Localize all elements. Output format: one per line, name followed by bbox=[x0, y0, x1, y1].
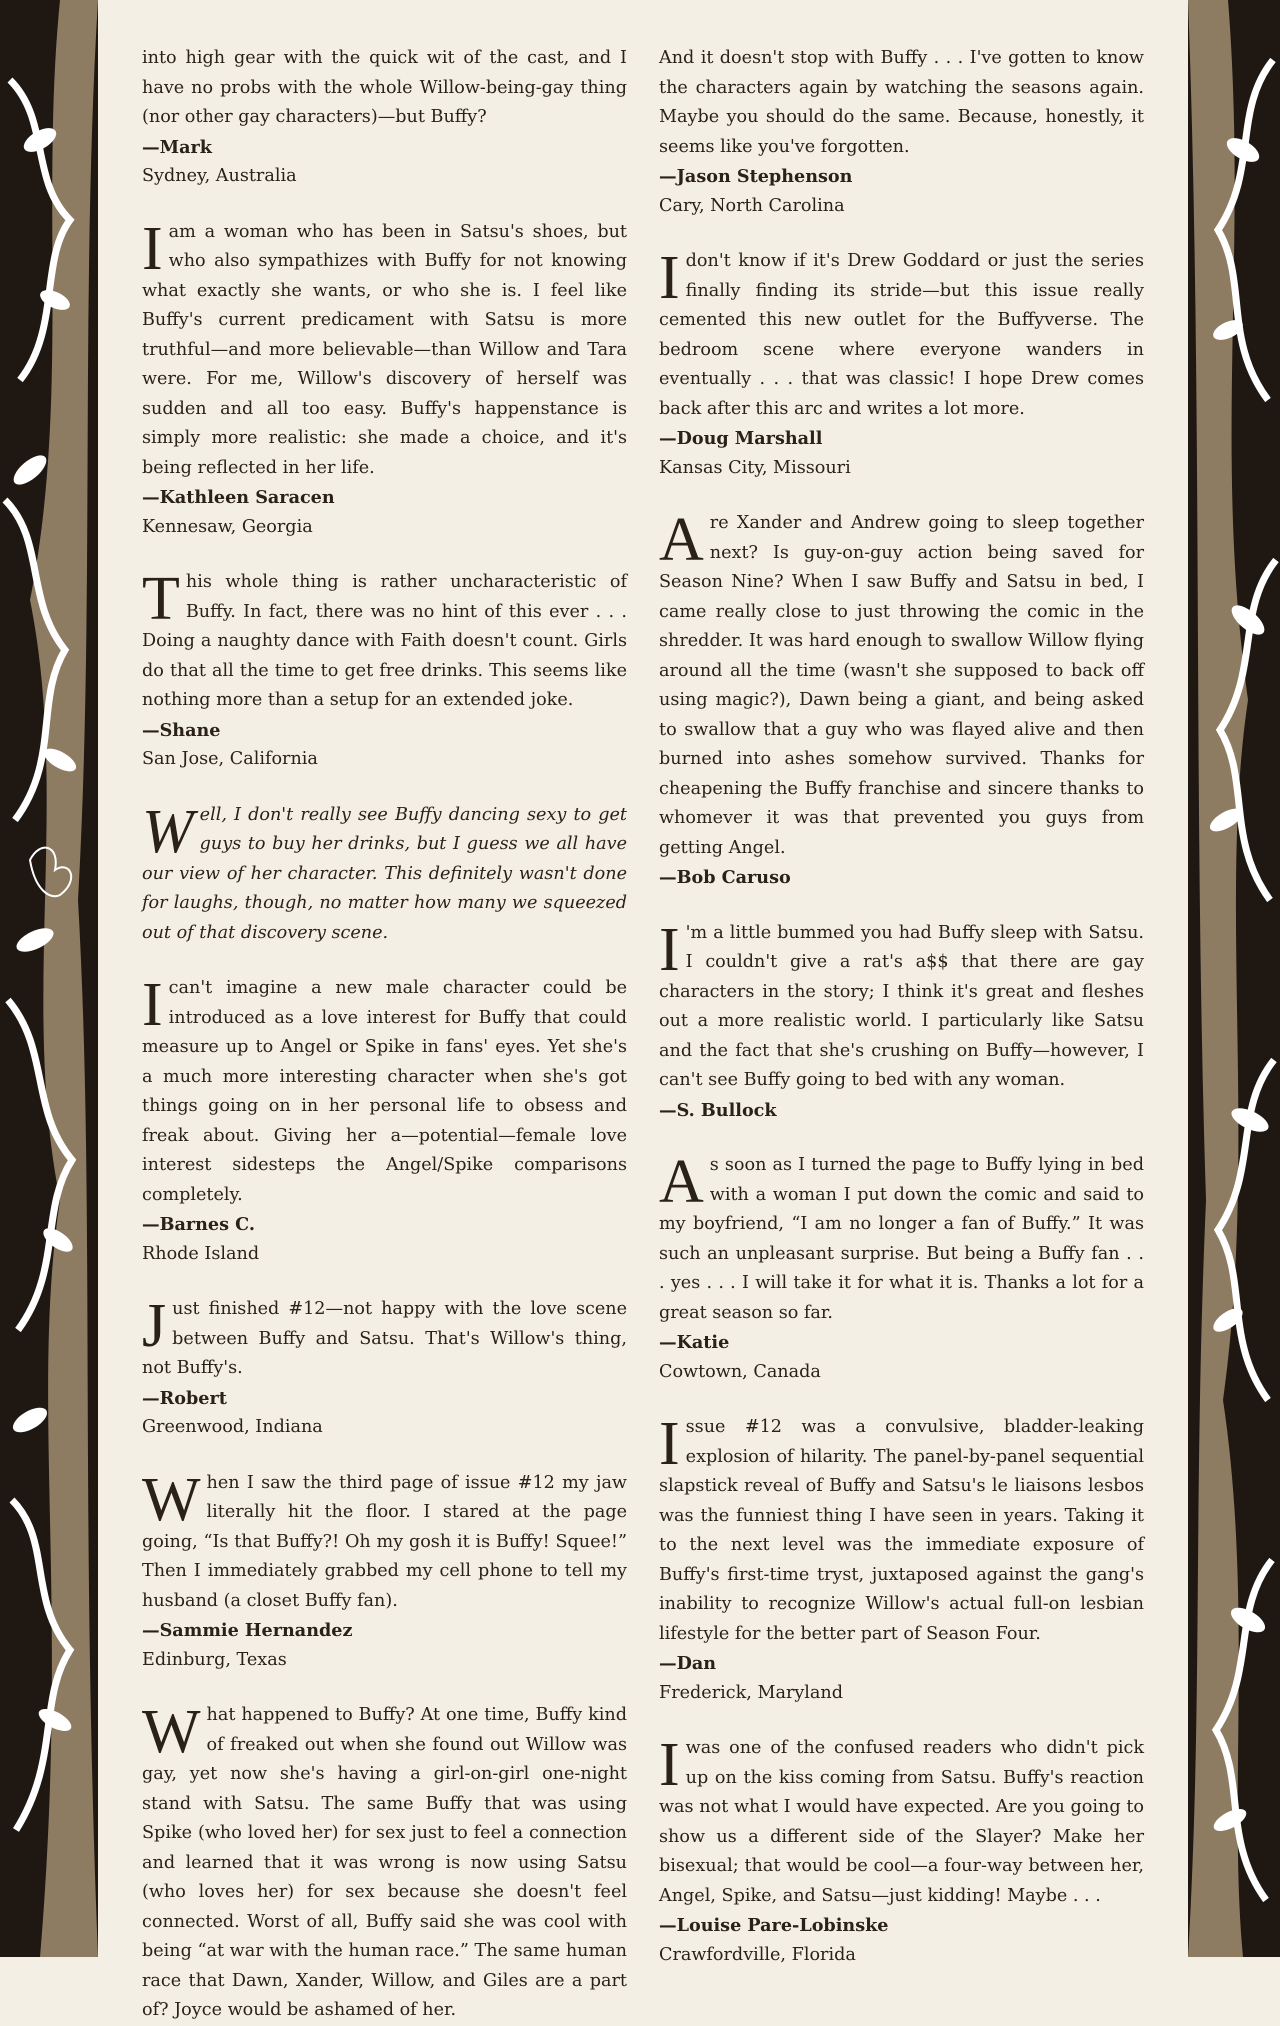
letter bbox=[142, 1465, 627, 1676]
drop-cap: W bbox=[142, 1698, 201, 1766]
letter bbox=[142, 797, 627, 949]
letter-body bbox=[659, 506, 1144, 863]
signature-name: —Katie bbox=[659, 1332, 730, 1353]
signature-location: Cowtown, Canada bbox=[659, 1361, 821, 1382]
letter bbox=[142, 1292, 627, 1443]
signature-name: —Dan bbox=[659, 1653, 717, 1674]
drop-cap: A bbox=[659, 1148, 704, 1216]
letter-body bbox=[659, 915, 1144, 1096]
letter-text: don't know if it's Drew Goddard or just the series finally finding its stride—but this issue really cemented this new outlet for the Buffyverse. The bedroom scene where everyone wanders in eventually . . . that was classic! I hope Drew comes back after this arc and writes a lot more. bbox=[659, 251, 1144, 419]
letter bbox=[659, 1148, 1144, 1387]
letters-page bbox=[142, 44, 1144, 2020]
letter-body bbox=[142, 565, 627, 716]
letter-body bbox=[142, 214, 627, 484]
letter-body bbox=[142, 44, 627, 133]
letter bbox=[659, 915, 1144, 1126]
signature-location: Edinburg, Texas bbox=[142, 1649, 287, 1670]
drop-cap: I bbox=[659, 915, 680, 984]
letter-text: into high gear with the quick wit of the cast, and I have no probs with the whole Willow-being-gay thing (nor other gay characters)—but Buffy? bbox=[142, 48, 627, 127]
letter-body bbox=[142, 797, 627, 949]
signature-name: —Sammie Hernandez bbox=[142, 1620, 353, 1641]
letter-body bbox=[142, 1465, 627, 1617]
letter bbox=[659, 506, 1144, 893]
letter bbox=[142, 1698, 627, 2026]
signature-location: Cary, North Carolina bbox=[659, 195, 845, 216]
drop-cap: T bbox=[142, 565, 180, 633]
signature-name: —Jason Stephenson bbox=[659, 166, 853, 187]
letter-text: re Xander and Andrew going to sleep together next? Is guy-on-guy action being saved for Season Nine? When I saw Buffy and Satsu in bed, I came really close to just throwing the comic in the shredder. It was hard enough to swallow Willow flying around all the time (wasn't she supposed to back off using magic?), Dawn being a giant, and being asked to swallow that a guy who was flayed alive and then burned into ashes somehow survived. Thanks for cheapening the Buffy franchise and sincere thanks to whomever it was that prevented you guys from getting Angel. bbox=[659, 513, 1144, 858]
signature-name: —Barnes C. bbox=[142, 1214, 255, 1235]
letter bbox=[142, 971, 627, 1269]
signature-name: —Mark bbox=[142, 136, 212, 158]
letter-text: ssue #12 was a convulsive, bladder-leaking explosion of hilarity. The panel-by-panel sequential slapstick reveal of Buffy and Satsu's le liaisons lesbos was the funniest thing I have seen in years. Taking it to the next level was the immediate exposure of Buffy's first-time tryst, juxtaposed against the gang's inability to recognize Willow's actual full-on lesbian lifestyle for the better part of Season Four. bbox=[659, 1417, 1144, 1644]
letter-body bbox=[659, 1410, 1144, 1649]
letter bbox=[142, 214, 627, 543]
left-decorative-border bbox=[0, 0, 98, 1957]
signature-location: Frederick, Maryland bbox=[659, 1682, 844, 1703]
signature-name: —Doug Marshall bbox=[659, 428, 823, 449]
letter-body bbox=[142, 971, 627, 1210]
drop-cap: I bbox=[142, 971, 163, 1039]
signature-name: —Robert bbox=[142, 1387, 227, 1409]
signature-name: —Kathleen Saracen bbox=[142, 487, 335, 508]
drop-cap: J bbox=[142, 1292, 167, 1360]
letter bbox=[659, 1731, 1144, 1970]
letter-text: And it doesn't stop with Buffy . . . I've gotten to know the characters again by watching the seasons again. Maybe you should do the same. Because, honestly, it seems like you've forgotten. bbox=[659, 48, 1144, 157]
letter bbox=[142, 565, 627, 775]
signature-location: Sydney, Australia bbox=[142, 166, 297, 186]
letter-body bbox=[659, 1148, 1144, 1328]
letter-text: hat happened to Buffy? At one time, Buffy kind of freaked out when she found out Willow was gay, yet now she's having a girl-on-girl one-night stand with Satsu. The same Buffy that was using Spike (who loved her) for sex just to feel a connection and learned that it was wrong is now using Satsu (who loves her) for sex because she doesn't feel connected. Worst of all, Buffy said she was cool with being “at war with the human race.” The same human race that Dawn, Xander, Willow, and Giles are a part of? Joyce would be ashamed of her. bbox=[142, 1705, 627, 2020]
drop-cap: W bbox=[142, 797, 194, 866]
letter bbox=[142, 44, 627, 192]
right-column bbox=[659, 44, 1144, 1965]
letter bbox=[659, 244, 1144, 483]
thorn-foliage-illustration-left bbox=[0, 0, 98, 1957]
drop-cap: I bbox=[659, 1410, 680, 1478]
letter-body bbox=[659, 1731, 1144, 1911]
letter-text: was one of the confused readers who didn't pick up on the kiss coming from Satsu. Buffy's reaction was not what I would have expected. Are you going to show us a different side of the Slayer? Make her bisexual; that would be cool—a four-way between her, Angel, Spike, and Satsu—just kidding! Maybe . . . bbox=[659, 1738, 1144, 1906]
drop-cap: I bbox=[659, 244, 680, 312]
signature-name: —Bob Caruso bbox=[659, 867, 791, 888]
drop-cap: W bbox=[142, 1465, 201, 1534]
letter-body bbox=[142, 1292, 627, 1384]
thorn-foliage-illustration-right bbox=[1188, 0, 1280, 1957]
letter-body bbox=[659, 44, 1144, 162]
letter bbox=[659, 1410, 1144, 1708]
drop-cap: I bbox=[659, 1731, 680, 1799]
drop-cap: A bbox=[659, 506, 704, 574]
drop-cap: I bbox=[142, 214, 163, 283]
signature-location: San Jose, California bbox=[142, 749, 318, 769]
signature-name: —Shane bbox=[142, 719, 221, 741]
letter-text: can't imagine a new male character could be introduced as a love interest for Buffy that could measure up to Angel or Spike in fans' eyes. Yet she's a much more interesting character when she's got things going on in her personal life to obsess and freak about. Giving her a—potential—female love interest sidesteps the Angel/Spike comparisons completely. bbox=[142, 978, 627, 1205]
letter bbox=[659, 44, 1144, 221]
signature-location: Crawfordville, Florida bbox=[659, 1944, 856, 1965]
letter-text: hen I saw the third page of issue #12 my jaw literally hit the floor. I stared at the page going, “Is that Buffy?! Oh my gosh it is Buffy! Squee!” Then I immediately grabbed my cell phone to tell my husband (a closet Buffy fan). bbox=[142, 1472, 627, 1611]
letter-body bbox=[659, 244, 1144, 424]
letter-text: ust finished #12—not happy with the love scene between Buffy and Satsu. That's Willow's thing, not Buffy's. bbox=[142, 1299, 627, 1378]
letter-text: 'm a little bummed you had Buffy sleep with Satsu. I couldn't give a rat's a$$ that there are gay characters in the story; I think it's great and fleshes out a more realistic world. I particularly like Satsu and the fact that she's crushing on Buffy—however, I can't see Buffy going to bed with any woman. bbox=[659, 922, 1144, 1090]
left-column bbox=[142, 44, 627, 2020]
signature-location: Greenwood, Indiana bbox=[142, 1417, 323, 1437]
letter-text: his whole thing is rather uncharacteristic of Buffy. In fact, there was no hint of this ever . . . Doing a naughty dance with Faith doesn't count. Girls do that all the time to get free drinks. This seems like nothing more than a setup for an extended joke. bbox=[142, 572, 627, 710]
letter-body bbox=[142, 1698, 627, 2026]
signature-location: Kansas City, Missouri bbox=[659, 457, 851, 478]
signature-location: Rhode Island bbox=[142, 1243, 260, 1264]
letter-text: ell, I don't really see Buffy dancing sexy to get guys to buy her drinks, but I guess we all have our view of her character. This definitely wasn't done for laughs, though, no matter how many we squeezed out of that discovery scene. bbox=[142, 804, 627, 943]
signature-name: —S. Bullock bbox=[659, 1099, 777, 1121]
letter-text: am a woman who has been in Satsu's shoes, but who also sympathizes with Buffy for not knowing what exactly she wants, or who she is. I feel like Buffy's current predicament with Satsu is more truthful—and more believable—than Willow and Tara were. For me, Willow's discovery of herself was sudden and all too easy. Buffy's happenstance is simply more realistic: she made a choice, and it's being reflected in her life. bbox=[142, 221, 627, 478]
right-decorative-border bbox=[1188, 0, 1280, 1957]
signature-location: Kennesaw, Georgia bbox=[142, 516, 313, 537]
letter-text: s soon as I turned the page to Buffy lying in bed with a woman I put down the comic and said to my boyfriend, “I am no longer a fan of Buffy.” It was such an unpleasant surprise. But being a Buffy fan . . . yes . . . I will take it for what it is. Thanks a lot for a great season so far. bbox=[659, 1155, 1144, 1323]
signature-name: —Louise Pare-Lobinske bbox=[659, 1915, 889, 1936]
